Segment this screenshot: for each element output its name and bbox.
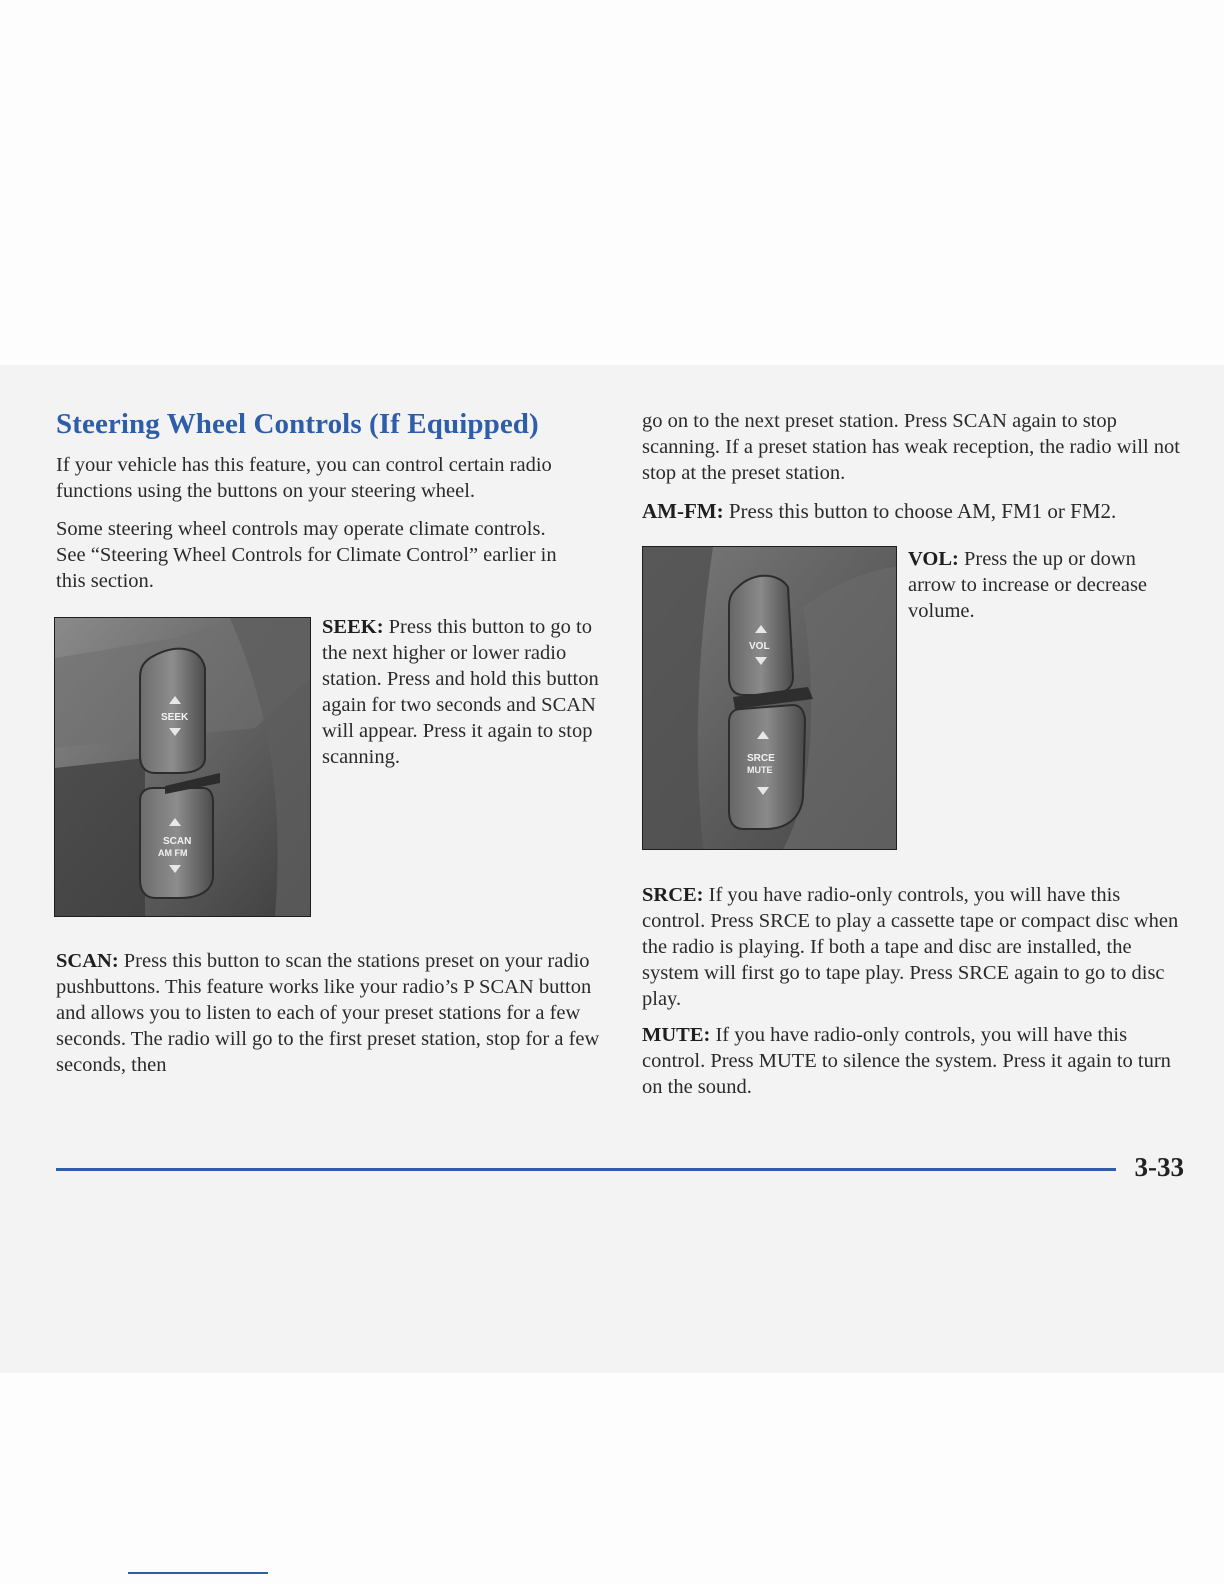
vol-srce-controls-photo: [642, 546, 897, 850]
amfm-paragraph: [642, 498, 1202, 524]
scan-label: SCAN:: [56, 950, 119, 972]
amfm-label: AM-FM:: [642, 499, 724, 523]
seek-paragraph: [322, 614, 602, 770]
seek-text: Press this button to go to the next higher or lower radio station. Press and hold this button again for two seconds and SCAN will appear. Press it again to stop scanning.: [322, 616, 599, 768]
srce-button-label: SRCE: [747, 753, 775, 764]
vol-paragraph: [908, 546, 1158, 624]
vol-srce-controls-illustration: [643, 547, 896, 849]
scan-continued-paragraph: go on to the next preset station. Press SCAN again to stop scanning. If a preset station has weak reception, the radio will not stop at the preset station.: [642, 410, 1180, 484]
scan-text: Press this button to scan the stations preset on your radio pushbuttons. This feature works like your radio’s P SCAN button and allows you to listen to each of your preset stations for a few seconds. The radio will go to the first preset station, stop for a few seconds, then: [56, 950, 600, 1076]
footer-rule: [56, 1168, 1116, 1171]
page-number: 3-33: [1134, 1152, 1184, 1182]
intro-paragraph: If your vehicle has this feature, you can control certain radio functions using the buttons on your steering wheel.: [56, 454, 552, 502]
page-title: Steering Wheel Controls (If Equipped): [56, 408, 539, 440]
mute-text: If you have radio-only controls, you will have this control. Press MUTE to silence the system. Press it again to turn on the sound.: [642, 1024, 1171, 1098]
vol-label: VOL:: [908, 548, 959, 570]
climate-note-paragraph: Some steering wheel controls may operate climate controls. See “Steering Wheel Controls for Climate Control” earlier in this section.: [56, 518, 557, 592]
bottom-link-underline: [128, 1572, 268, 1574]
vol-button-label: VOL: [749, 641, 770, 652]
vol-text: Press the up or down arrow to increase or decrease volume.: [908, 548, 1148, 622]
seek-label: SEEK:: [322, 616, 384, 638]
seek-scan-controls-illustration: [55, 618, 310, 916]
srce-label: SRCE:: [642, 884, 704, 906]
scan-button-label: SCAN: [163, 836, 192, 847]
amfm-text: Press this button to choose AM, FM1 or FM2.: [728, 499, 1117, 523]
srce-text: If you have radio-only controls, you will have this control. Press SRCE to play a cassette tape or compact disc when the radio is playing. If both a tape and disc are installed, the system will first go to tape play. Press SRCE again to go to disc play.: [642, 884, 1179, 1010]
seek-button-label: SEEK: [161, 712, 189, 723]
mute-paragraph: [642, 1022, 1182, 1100]
mute-label: MUTE:: [642, 1024, 711, 1046]
seek-scan-controls-photo: [54, 617, 311, 917]
srce-paragraph: [642, 882, 1182, 1012]
amfm-button-label: AM FM: [158, 848, 188, 858]
scan-paragraph: [56, 948, 604, 1078]
mute-button-label: MUTE: [747, 765, 773, 775]
